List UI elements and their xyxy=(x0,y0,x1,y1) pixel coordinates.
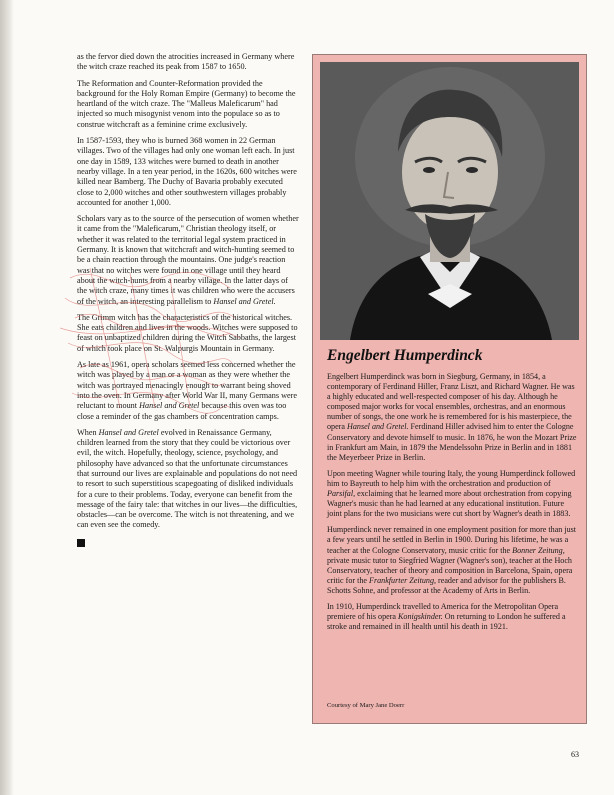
paragraph-1: as the fervor died down the atrocities increased in Germany where the witch craze reached its peak from 1587 to 1650. xyxy=(77,52,295,72)
paragraph-7: When Hansel and Gretel evolved in Renaissance Germany, children learned from the story that they could be victorious over evil, the witch. Hopefully, theology, science, psychology, and philosophy have advanced so that the unfortunate circumstances that surround our lives are explainable and populations do not need to resort to such superstitious scapegoating of disliked individuals for a cure to their problems. Today, everyone can benefit from the message of the fairy tale: that witches in our lives—the difficulties, obstacles—can be overcome. The witch is not threatening, and we can even see the comedy. xyxy=(77,427,298,530)
main-text-column xyxy=(77,52,299,550)
portrait-photo xyxy=(320,62,579,340)
sidebar-paragraph-1: Engelbert Humperdinck was born in Siegburg, Germany, in 1854, a contemporary of Ferdinand Hiller, Franz Liszt, and Richard Wagner. He was a highly educated and well-respected composer of his day. Although he composed major works for vocal ensembles, orchestras, and an enormous number of songs, the one work he is remembered for is his masterpiece, the opera Hansel and Gretel. Ferdinand Hiller advised him to enter the Cologne Conservatory and devote himself to music. In 1876, he won the Mozart Prize in Frankfurt am Main, in 1879 the Mendelssohn Prize in Berlin and in 1881 the Meyerbeer Prize in Berlin. xyxy=(327,372,577,462)
paragraph-4: Scholars vary as to the source of the persecution of women whether it came from the "Maleficarum," Christian theology itself, or whether it was related to the territorial legal system practiced in Germany. It is known that witchcraft and witch-hunting seemed to be a chain reaction through the mountains. One judge's reaction was that no witches were found in one village until they heard about the witch-hunts from a nearby village. In the latter days of the witch craze, many times it was children who were the accusers of the witch, an interesting parallelism to Hansel and Gretel. xyxy=(77,214,299,306)
paragraph-2: The Reformation and Counter-Reformation provided the background for the Holy Roman Empire (Germany) to become the heartland of the witch craze. The "Malleus Maleficarum" had injected so much misogynist venom into the populace so as to construe witchcraft as a feminine crime exclusively. xyxy=(77,78,296,129)
paragraph-6: As late as 1961, opera scholars seemed less concerned whether the witch was played by a man or a woman as they were whether the witch was portrayed menacingly enough to warrant being shoved into the oven. In Germany after World War II, many Germans were reluctant to mount Hansel and Gretel because this oven was too close a reminder of the gas chambers of concentration camps. xyxy=(77,360,298,421)
sidebar-paragraph-2: Upon meeting Wagner while touring Italy, the young Humperdinck followed him to Bayreuth to help him with the orchestration and production of Parsifal, exclaiming that he learned more about orchestration from copying Wagner's music than he had learned at any educational institution. Future joint plans for the two musicians were cut short by Wagner's death in 1883. xyxy=(327,468,576,519)
sidebar-paragraph-4: In 1910, Humperdinck travelled to America for the Metropolitan Opera premiere of his opera Konigskinder. On returning to London he suffered a stroke and remained in ill health until his death in 1921. xyxy=(327,601,566,632)
portrait-illustration xyxy=(320,62,579,340)
sidebar-body xyxy=(327,372,577,638)
paragraph-3: In 1587-1593, they who is burned 368 women in 22 German villages. Two of the villages had only one woman left each. In just one day in 1589, 133 witches were burned to death in another nearby village. In a ten year period, in the 1620s, 600 witches were killed near Bamberg. The Duchy of Bavaria probably executed close to 2,000 witches and other southwestern villages probably accounted for another 1,000. xyxy=(77,136,297,207)
sidebar-paragraph-3: Humperdinck never remained in one employment position for more than just a few years until he settled in Berlin in 1900. During his lifetime, he was a teacher at the Cologne Conservatory, music critic for the Bonner Zeitung, private music tutor to Siegfried Wagner (Wagner's son), teacher at the Hoch Conservatory, teacher of theory and composition in Barcelona, Spain, opera critic for the Frankfurter Zeitung, reader and advisor for the publishers B. Schotts Sohne, and professor at the Academy of Arts in Berlin. xyxy=(327,525,577,595)
paragraph-5: The Grimm witch has the characteristics of the historical witches. She eats children and lives in the woods. Witches were supposed to feast on unbaptized children during the Witch Sabbaths, the largest of which took place on St. Walpurgis Mountain in Germany. xyxy=(77,312,298,353)
page-binding-shadow xyxy=(0,0,14,795)
composer-sidebar xyxy=(312,54,587,724)
end-of-article-mark xyxy=(77,539,85,547)
photo-credit: Courtesy of Mary Jane Doerr xyxy=(327,702,405,709)
page-number: 63 xyxy=(571,750,579,759)
sidebar-title: Engelbert Humperdinck xyxy=(327,347,483,364)
